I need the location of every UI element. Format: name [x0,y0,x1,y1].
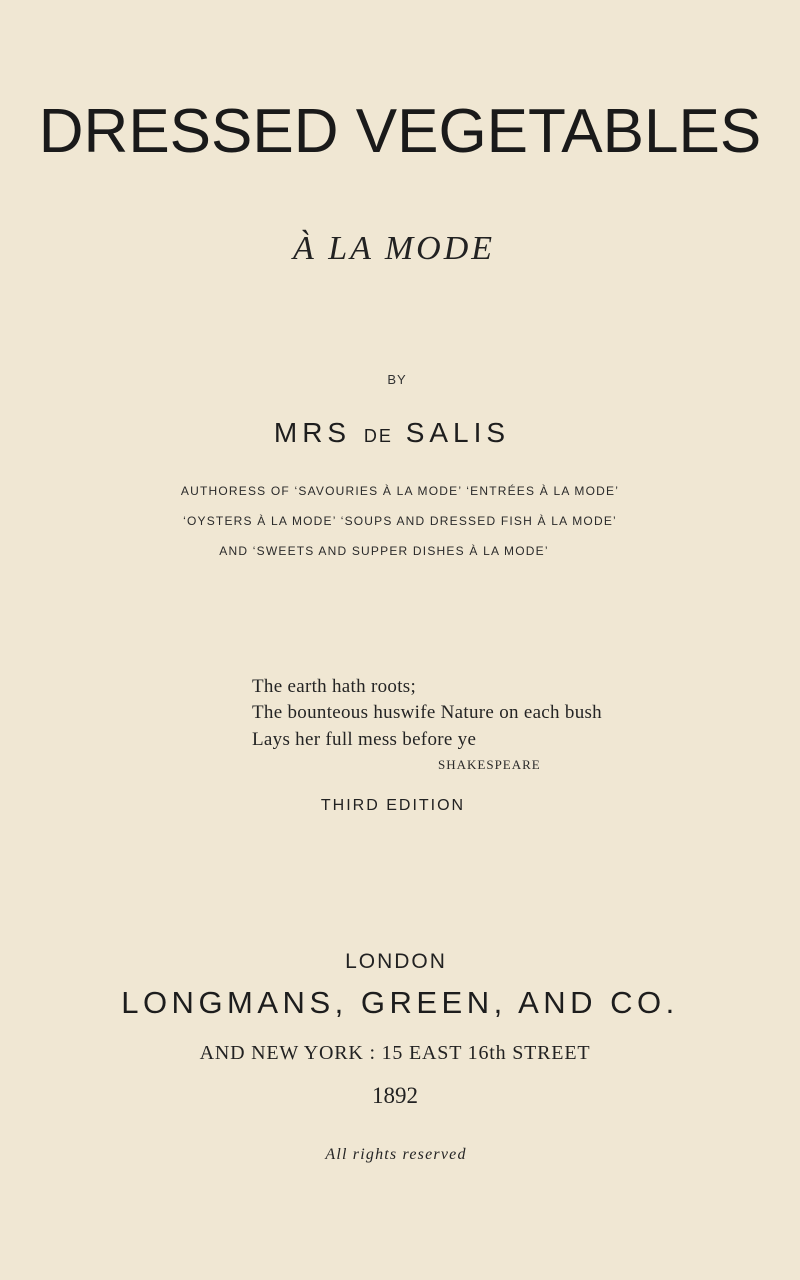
book-title: DRESSED VEGETABLES [38,97,762,166]
author-name-part-1: MRS [273,417,352,448]
imprint-year: 1892 [372,1083,418,1108]
author-name-part-2: DE [363,426,393,446]
author-name [0,417,792,449]
rights-notice: All rights reserved [325,1146,467,1163]
author-credits-line-3: AND ‘SWEETS AND SUPPER DISHES À LA MODE’ [219,544,549,558]
author-name-part-3: SALIS [405,417,511,448]
author-credits-line-1: AUTHORESS OF ‘SAVOURIES À LA MODE’ ‘ENTRÉES À LA MODE’ [180,484,620,498]
epigraph-line-3: Lays her full mess before ye [252,729,477,750]
book-subtitle: À LA MODE [292,230,496,267]
author-credits-line-2: ‘OYSTERS À LA MODE’ ‘SOUPS AND DRESSED FISH À LA MODE’ [183,514,617,528]
by-label: BY [387,372,407,387]
imprint-address: AND NEW YORK : 15 EAST 16th STREET [199,1042,591,1064]
edition-label: THIRD EDITION [320,797,466,814]
imprint-city: LONDON [345,950,447,973]
imprint-publisher: LONGMANS, GREEN, AND CO. [121,985,679,1020]
epigraph-attribution: SHAKESPEARE [438,757,541,772]
epigraph-line-2: The bounteous huswife Nature on each bush [252,702,602,723]
epigraph-line-1: The earth hath roots; [252,676,417,697]
